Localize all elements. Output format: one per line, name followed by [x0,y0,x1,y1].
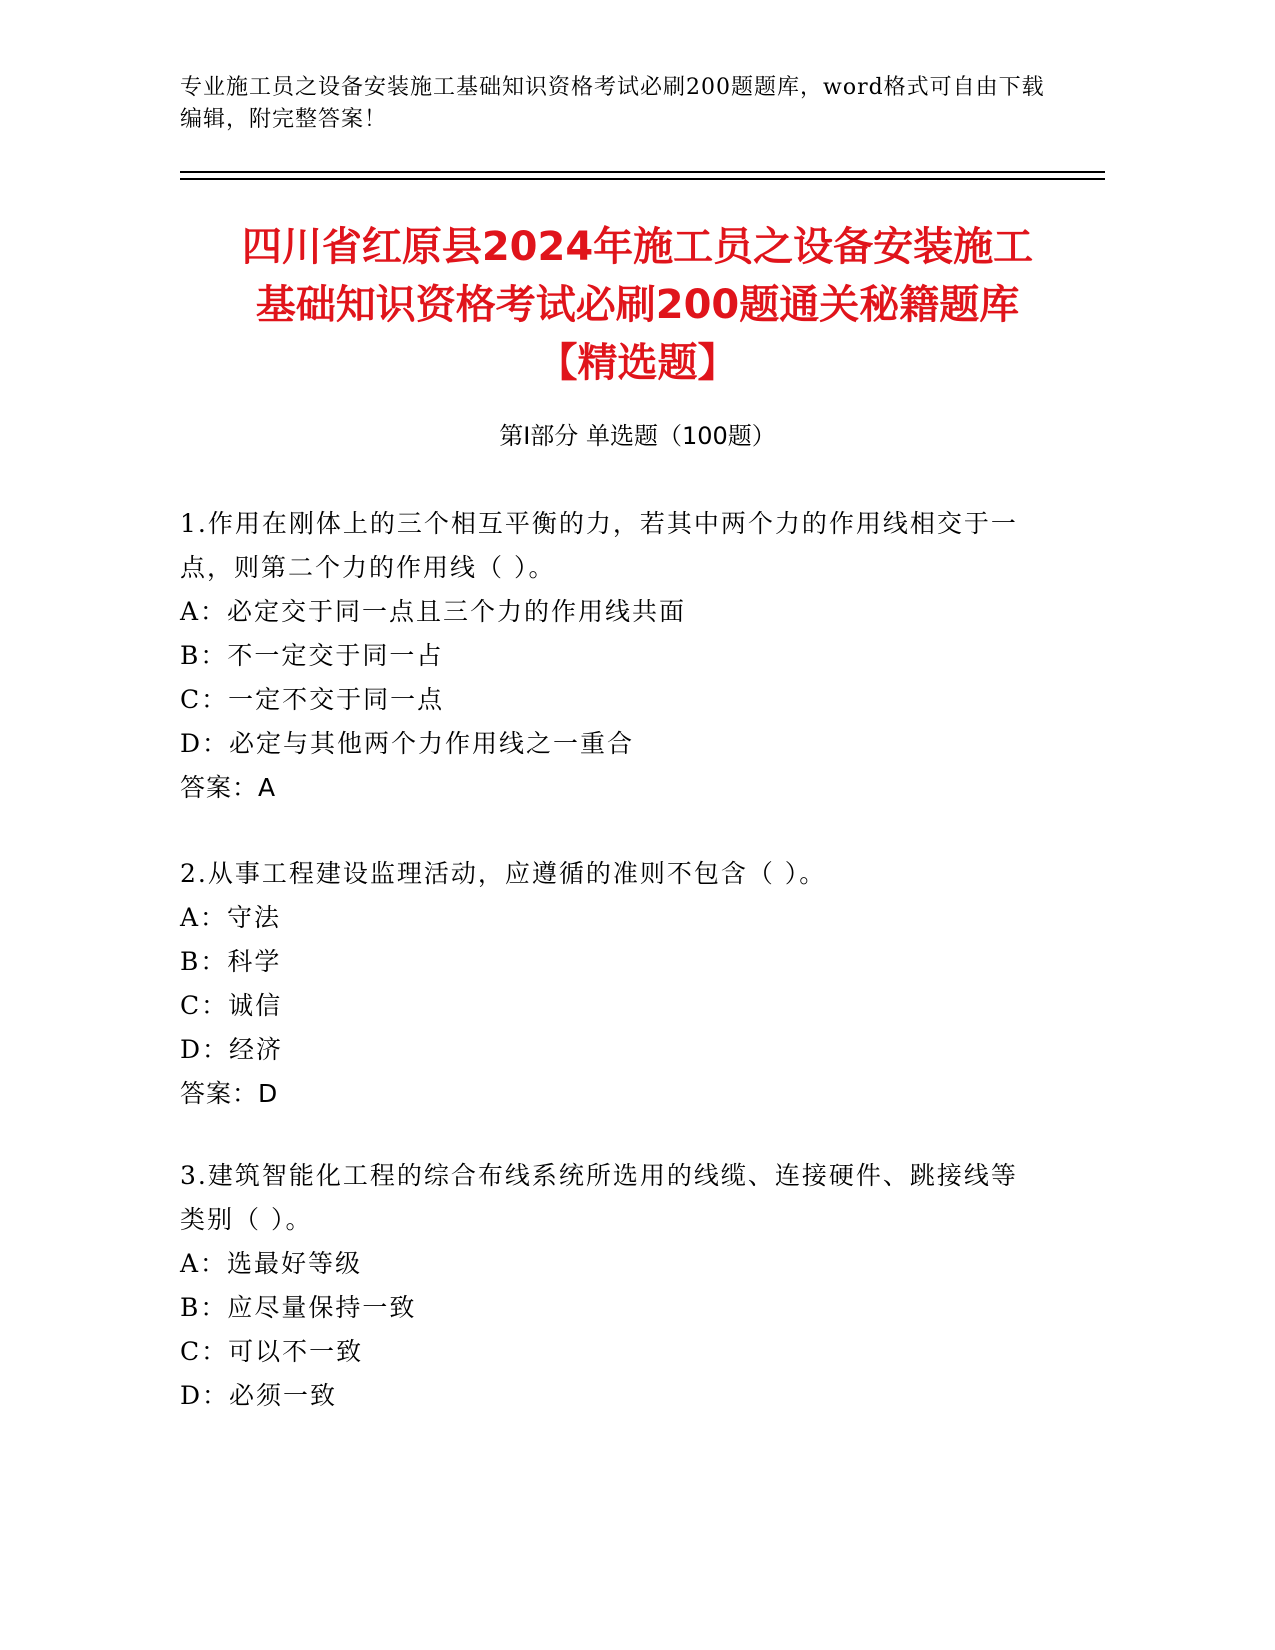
header-divider-line-secondary [180,178,1105,180]
title-line: 【精选题】 [537,340,738,386]
option-c: C：一定不交于同一点 [180,685,445,714]
option-b: B：应尽量保持一致 [180,1293,417,1322]
option-d: D：必定与其他两个力作用线之一重合 [180,729,635,758]
option-d: D：必须一致 [180,1381,338,1410]
header-divider-line [180,171,1105,173]
title-line: 四川省红原县2024年施工员之设备安装施工 [241,224,1034,270]
question-stem: 3.建筑智能化工程的综合布线系统所选用的线缆、连接硬件、跳接线等类别（ ）。 [180,1161,1018,1234]
question-3 [180,1154,1040,1418]
answer: 答案：A [180,773,277,802]
option-c: C：诚信 [180,991,283,1020]
question-2 [180,852,1040,1116]
option-b: B：不一定交于同一占 [180,641,444,670]
option-d: D：经济 [180,1035,284,1064]
answer: 答案：D [180,1079,279,1108]
question-1 [180,502,1040,810]
option-a: A：守法 [180,903,282,932]
option-b: B：科学 [180,947,282,976]
question-stem: 1.作用在刚体上的三个相互平衡的力，若其中两个力的作用线相交于一点，则第二个力的作用线（ ）。 [180,509,1018,582]
title-line: 基础知识资格考试必刷200题通关秘籍题库 [255,282,1020,328]
option-a: A：选最好等级 [180,1249,363,1278]
question-stem: 2.从事工程建设监理活动，应遵循的准则不包含（ ）。 [180,859,827,888]
header-note: 专业施工员之设备安装施工基础知识资格考试必刷200题题库，word格式可自由下载编辑，附完整答案！ [180,75,1045,132]
section-heading: 第Ⅰ部分 单选题（100题） [499,422,776,450]
option-a: A：必定交于同一点且三个力的作用线共面 [180,597,687,626]
document-title [150,218,1125,392]
option-c: C：可以不一致 [180,1337,364,1366]
